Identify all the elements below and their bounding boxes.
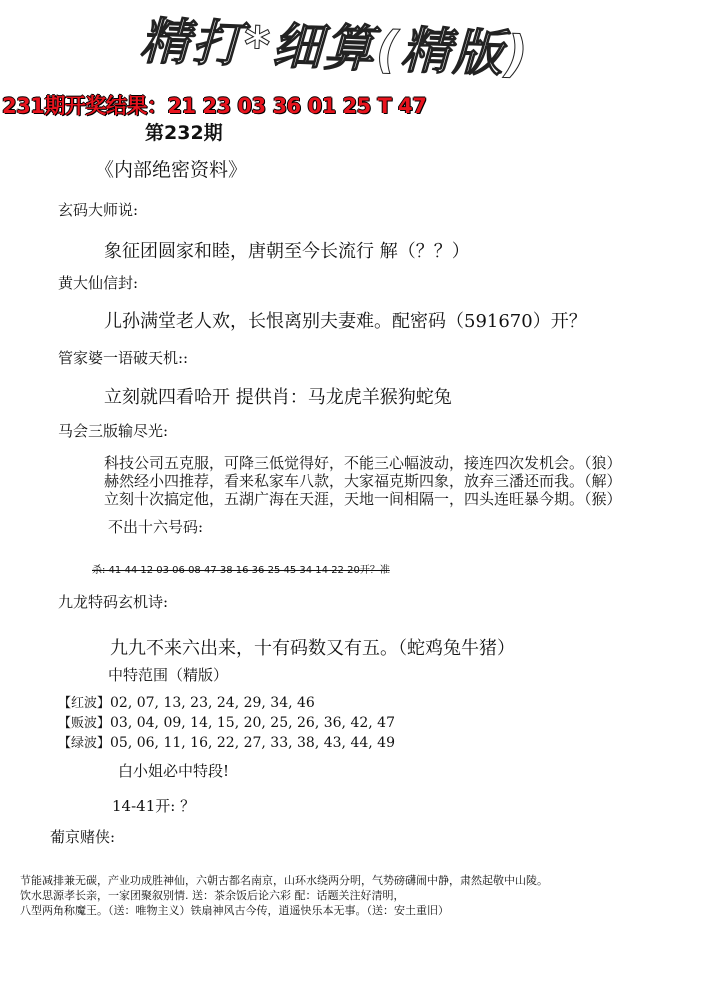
guanjia-label: 管家婆一语破天机:: (58, 349, 189, 367)
mahui-line-2: 赫然经小四推荐，看来私家车八款，大家福克斯四象，放弃三潘还而我。（解） (104, 472, 622, 490)
range-label-green: 【绿波】 (58, 736, 111, 751)
baixiaojie-text: 白小姐必中特段! (118, 762, 230, 780)
guanjia-text: 立刻就四看哈开 提供肖：马龙虎羊猴狗蛇兔 (104, 387, 452, 408)
footer-line-3: 八型两角称魔王。（送：唯物主义）铁扇神风古今传，逍遥快乐本无事。（送：安土重旧） (20, 904, 449, 917)
range-title: 中特范围（精版） (108, 666, 229, 684)
issue-number: 第232期 (145, 122, 223, 144)
range-label-blue: 【贩波】 (58, 716, 111, 731)
xuanma-label: 玄码大师说: (58, 201, 139, 219)
range-label-red: 【红波】 (58, 696, 111, 711)
range-row-green (58, 732, 395, 751)
doc-title: 《内部绝密资料》 (95, 159, 248, 181)
huang-label: 黄大仙信封: (58, 274, 139, 292)
kill-numbers: 杀: 41 44 12 03 06 08 47 38 16 36 25 45 34 14 22 20开？准 (92, 565, 390, 576)
mahui-line-1: 科技公司五克服，可降三低觉得好，不能三心幅波动，接连四次发机会。（狼） (104, 454, 622, 472)
range-row-blue (58, 712, 395, 731)
range-nums-blue: 03, 04, 09, 14, 15, 20, 25, 26, 36, 42, 47 (110, 715, 395, 731)
range-row-red (58, 692, 315, 711)
header-title: 精打*细算(精版) (138, 12, 531, 84)
range-nums-red: 02, 07, 13, 23, 24, 29, 34, 46 (110, 695, 315, 711)
mahui-label: 马会三版输尽光: (58, 422, 169, 440)
mahui-line-3: 立刻十次搞定他，五湖广海在天涯，天地一间相隔一，四头连旺暴今期。（猴） (104, 490, 622, 508)
range-open-text: 14-41开: ？ (112, 797, 196, 815)
xuanma-text: 象征团圆家和睦，唐朝至今长流行 解（？？） (104, 241, 470, 262)
jiulong-poem: 九九不来六出来，十有码数又有五。（蛇鸡兔牛猪） (110, 638, 515, 659)
footer-line-1: 节能减排兼无碳，产业功成胜神仙，六朝古都名南京，山环水绕两分明，气势磅礴闹中静，肃然起敬中山陵。 (20, 874, 548, 887)
pujing-label: 葡京赌侠: (50, 828, 116, 846)
footer-line-2: 饮水思源孝长亲，一家团聚叙别情. 送：茶余饭后论六彩 配：话题关注好清明， (20, 889, 405, 902)
not-16-label: 不出十六号码: (108, 518, 204, 536)
range-nums-green: 05, 06, 11, 16, 22, 27, 33, 38, 43, 44, 49 (110, 735, 395, 751)
result-line: 231期开奖结果：21 23 03 36 01 25 T 47 (2, 94, 427, 118)
jiulong-label: 九龙特码玄机诗: (58, 593, 169, 611)
huang-text: 儿孙满堂老人欢，长恨离别夫妻难。配密码（591670）开？ (104, 311, 587, 332)
